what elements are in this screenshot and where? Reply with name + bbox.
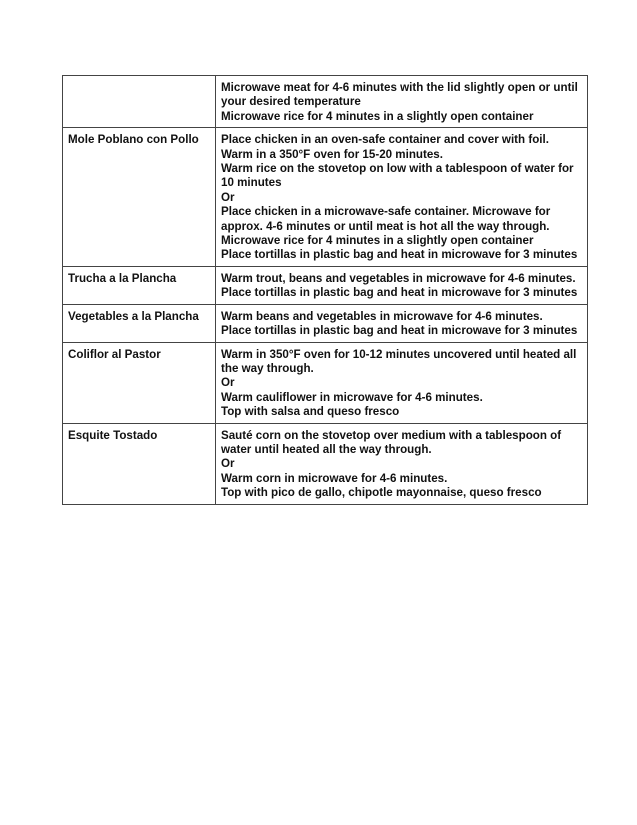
dish-name-cell: Vegetables a la Plancha	[63, 304, 216, 342]
instruction-line: Microwave rice for 4 minutes in a slightly open container	[221, 234, 534, 248]
instruction-line: Place tortillas in plastic bag and heat in microwave for 3 minutes	[221, 286, 578, 300]
table-row	[63, 423, 588, 504]
instruction-line: Warm trout, beans and vegetables in microwave for 4-6 minutes.	[221, 271, 576, 285]
instructions-cell	[216, 76, 588, 128]
instruction-line: Place tortillas in plastic bag and heat in microwave for 3 minutes	[221, 248, 578, 262]
instruction-line: Place chicken in a microwave-safe container. Microwave for approx. 4-6 minutes or until meat is hot all the way through.	[221, 205, 551, 233]
reheating-instructions-table	[62, 75, 588, 505]
instruction-line: Or	[221, 376, 235, 390]
instruction-line: Or	[221, 190, 235, 204]
instruction-line: Microwave meat for 4-6 minutes with the lid slightly open or until your desired temperature	[221, 81, 578, 109]
dish-name-cell	[63, 76, 216, 128]
instruction-line: Or	[221, 457, 235, 471]
table-row	[63, 128, 588, 267]
dish-name-cell: Mole Poblano con Pollo	[63, 128, 216, 267]
instructions-cell	[216, 266, 588, 304]
instruction-line: Top with salsa and queso fresco	[221, 405, 400, 419]
instruction-line: Microwave rice for 4 minutes in a slightly open container	[221, 109, 534, 123]
instruction-line: Warm beans and vegetables in microwave for 4-6 minutes.	[221, 309, 543, 323]
instruction-line: Sauté corn on the stovetop over medium with a tablespoon of water until heated all the way through.	[221, 428, 562, 456]
instruction-line: Warm corn in microwave for 4-6 minutes.	[221, 471, 448, 485]
table-row	[63, 342, 588, 423]
dish-name-cell: Esquite Tostado	[63, 423, 216, 504]
instructions-cell	[216, 342, 588, 423]
instruction-line: Warm in a 350°F oven for 15-20 minutes.	[221, 147, 443, 161]
table-row	[63, 76, 588, 128]
instructions-cell	[216, 128, 588, 267]
instruction-line: Warm cauliflower in microwave for 4-6 minutes.	[221, 390, 483, 404]
table-row	[63, 266, 588, 304]
instruction-line: Place tortillas in plastic bag and heat in microwave for 3 minutes	[221, 324, 578, 338]
instruction-line: Warm in 350°F oven for 10-12 minutes uncovered until heated all the way through.	[221, 347, 577, 375]
dish-name-cell: Trucha a la Plancha	[63, 266, 216, 304]
instruction-line: Top with pico de gallo, chipotle mayonnaise, queso fresco	[221, 486, 542, 500]
instruction-line: Place chicken in an oven-safe container and cover with foil.	[221, 133, 549, 147]
dish-name-cell: Coliflor al Pastor	[63, 342, 216, 423]
instructions-cell	[216, 423, 588, 504]
instructions-cell	[216, 304, 588, 342]
instruction-line: Warm rice on the stovetop on low with a tablespoon of water for 10 minutes	[221, 162, 574, 190]
table-row	[63, 304, 588, 342]
